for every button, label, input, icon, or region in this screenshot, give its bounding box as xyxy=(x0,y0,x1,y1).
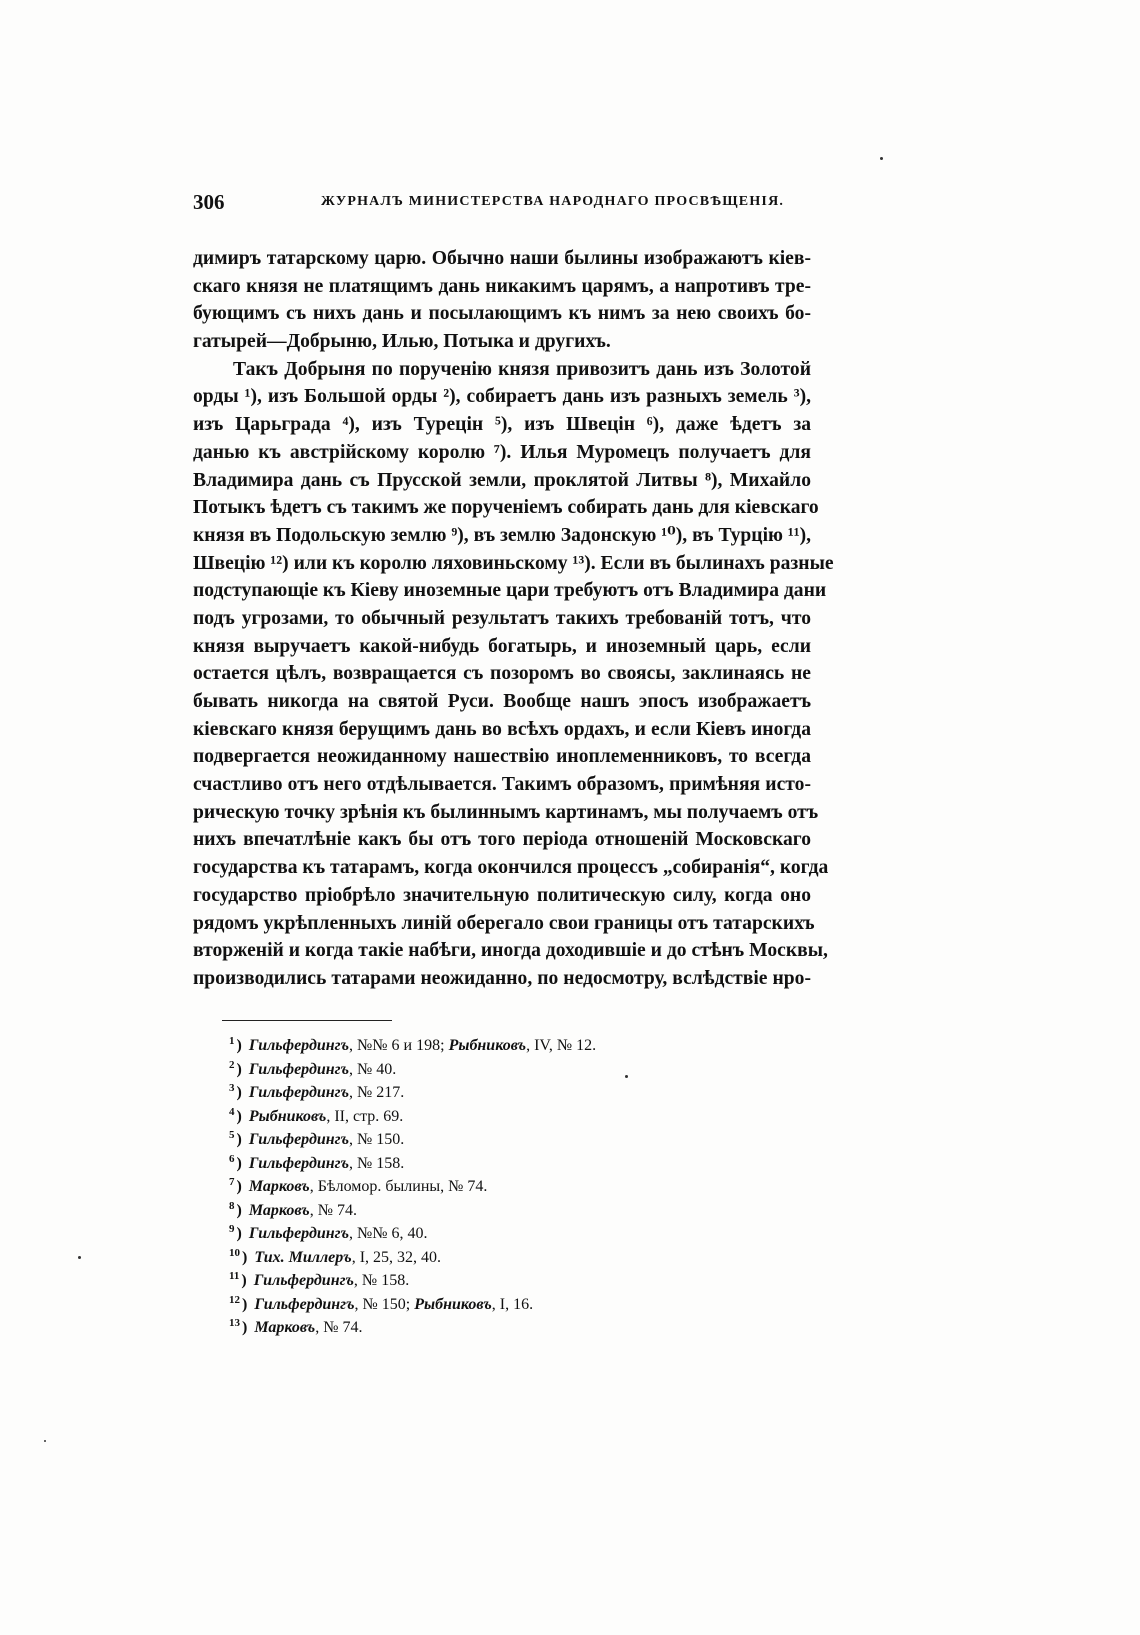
text-line: бующимъ съ нихъ дань и посылающимъ къ нимъ за нею своихъ бо- xyxy=(193,303,811,325)
text-line: счастливо отъ него отдѣлывается. Такимъ образомъ, примѣняя исто- xyxy=(193,774,811,796)
text-line: государства къ татарамъ, когда окончился процессъ „собиранія“, когда xyxy=(193,857,829,879)
footnote: $^4$ ) Рыбниковъ, II, стр. 69. xyxy=(229,1105,404,1125)
scan-speck xyxy=(625,1075,628,1078)
scan-speck xyxy=(880,157,883,160)
text-line: государство пріобрѣло значительную политическую силу, когда оно xyxy=(193,884,811,906)
footnote: $^{10}$ ) Тих. Миллеръ, I, 25, 32, 40. xyxy=(229,1246,442,1266)
body-text xyxy=(193,245,834,993)
text-line: гатырей—Добрыню, Илью, Потыка и другихъ. xyxy=(193,331,611,353)
footnote: $^{11}$ ) Гильфердингъ, № 158. xyxy=(229,1270,410,1289)
text-line: данью къ австрійскому королю ⁷). Илья Муромецъ получаетъ для xyxy=(193,441,811,463)
text-line: подвергается неожиданному нашествію иноплеменниковъ, то всегда xyxy=(193,746,811,768)
text-line: изъ Царьграда ⁴), изъ Турецін ⁵), изъ Швецін ⁶), даже ѣдетъ за xyxy=(193,414,811,436)
text-line: подступающіе къ Кіеву иноземные цари требуютъ отъ Владимира дани xyxy=(193,580,827,602)
text-line: скаго князя не платящимъ дань никакимъ царямъ, а напротивъ тре- xyxy=(193,275,811,297)
text-line: бывать никогда на святой Руси. Вообще нашъ эпосъ изображаетъ xyxy=(193,691,811,712)
footnote: $^{12}$ ) Гильфердингъ, № 150; Рыбниковъ, I, 16. xyxy=(229,1293,534,1313)
text-line: рическую точку зрѣнія къ былиннымъ картинамъ, мы получаемъ отъ xyxy=(193,801,819,823)
page-number: 306 xyxy=(193,190,225,214)
footnote: $^9$ ) Гильфердингъ, №№ 6, 40. xyxy=(229,1223,428,1242)
text-line: димиръ татарскому царю. Обычно наши былины изображаютъ кіев- xyxy=(193,248,811,269)
footnote: $^6$ ) Гильфердингъ, № 158. xyxy=(229,1152,405,1172)
journal-title: ЖУРНАЛЪ МИНИСТЕРСТВА НАРОДНАГО ПРОСВѢЩЕНІЯ. xyxy=(321,194,785,209)
text-line: подъ угрозами, то обычный результатъ такихъ требованій тотъ, что xyxy=(193,607,811,629)
text-line: князя въ Подольскую землю ⁹), въ землю Задонскую ¹⁰), въ Турцію ¹¹), xyxy=(193,524,812,546)
text-line: производились татарами неожиданно, по недосмотру, вслѣдствіе нро- xyxy=(193,967,811,989)
text-line: рядомъ укрѣпленныхъ линій оберегало свои границы отъ татарскихъ xyxy=(193,912,815,934)
footnote-divider xyxy=(222,1020,392,1021)
footnote: $^2$ ) Гильфердингъ, № 40. xyxy=(229,1058,397,1078)
text-line: вторженій и когда такіе набѣги, иногда доходившіе и до стѣнъ Москвы, xyxy=(193,940,828,962)
text-line: Владимира дань съ Прусской земли, проклятой Литвы ⁸), Михайло xyxy=(193,469,811,491)
footnote: $^1$ ) Гильфердингъ, №№ 6 и 198; Рыбниковъ, IV, № 12. xyxy=(229,1035,597,1054)
footnote: $^3$ ) Гильфердингъ, № 217. xyxy=(229,1082,405,1101)
text-line: князя выручаетъ какой-нибудь богатырь, и иноземный царь, если xyxy=(193,635,811,657)
text-line: Швецію ¹²) или къ королю ляховиньскому ¹³). Если въ былинахъ разные xyxy=(193,552,834,574)
text-line: остается цѣлъ, возвращается съ позоромъ во своясы, заклинаясь не xyxy=(193,663,811,685)
text-line: кіевскаго князя берущимъ дань во всѣхъ ордахъ, и если Кіевъ иногда xyxy=(193,718,811,740)
running-head xyxy=(193,190,811,220)
footnote: $^8$ ) Марковъ, № 74. xyxy=(229,1199,357,1219)
text-line: орды ¹), изъ Большой орды ²), собираетъ дань изъ разныхъ земель ³), xyxy=(193,386,811,408)
footnotes xyxy=(229,1030,789,1336)
text-line: нихъ впечатлѣніе какъ бы отъ того періода отношеній Московскаго xyxy=(193,829,811,851)
footnote: $^7$ ) Марковъ, Бѣломор. былины, № 74. xyxy=(229,1176,488,1195)
scan-speck xyxy=(78,1256,81,1259)
footnote: $^5$ ) Гильфердингъ, № 150. xyxy=(229,1129,405,1148)
text-line: Такъ Добрыня по порученію князя привозитъ дань изъ Золотой xyxy=(233,358,811,380)
text-line: Потыкъ ѣдетъ съ такимъ же порученіемъ собирать дань для кіевскаго xyxy=(193,497,819,519)
scan-speck xyxy=(44,1440,46,1442)
footnote: $^{13}$ ) Марковъ, № 74. xyxy=(229,1317,363,1336)
